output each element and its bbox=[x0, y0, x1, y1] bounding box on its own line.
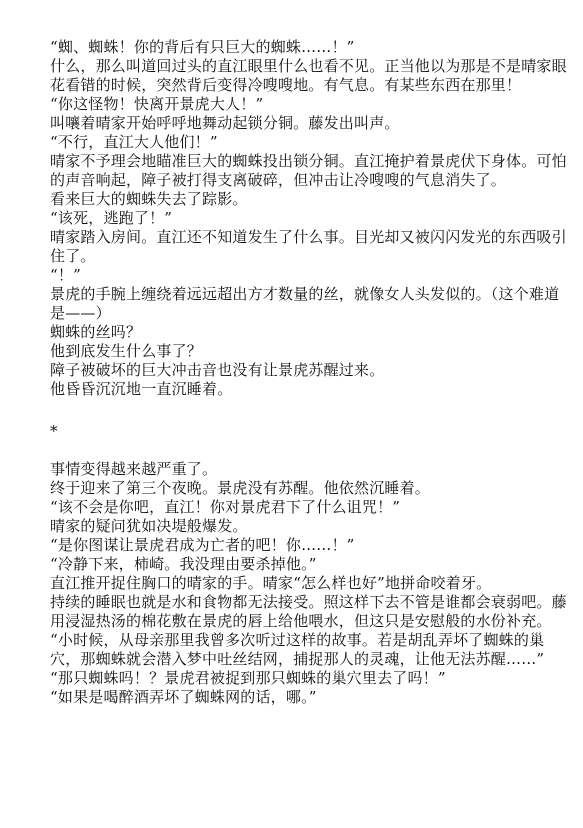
paragraph: 障子被破坏的巨大冲击音也没有让景虎苏醒过来。 bbox=[50, 361, 385, 379]
paragraph: “是你图谋让景虎君成为亡者的吧！你……！” bbox=[50, 536, 355, 554]
paragraph: “该死，逃跑了！” bbox=[50, 209, 173, 227]
paragraph: “如果是喝醉酒弄坏了蜘蛛网的话，哪。” bbox=[50, 688, 317, 706]
text-section-1 bbox=[50, 38, 574, 399]
paragraph: 晴家不予理会地瞄准巨大的蜘蛛投出锁分铜。直江掩护着景虎伏下身体。可怕的声音响起，障子被打得支离破碎，但冲击让冷嗖嗖的气息消失了。 bbox=[50, 152, 567, 189]
paragraph: “你这怪物！快离开景虎大人！” bbox=[50, 95, 264, 113]
paragraph: “该不会是你吧，直江！你对景虎君下了什么诅咒！” bbox=[50, 498, 401, 516]
blank-line bbox=[50, 399, 574, 418]
paragraph: 晴家踏入房间。直江还不知道发生了什么事。目光却又被闪闪发光的东西吸引住了。 bbox=[50, 228, 567, 265]
paragraph: 事情变得越来越严重了。 bbox=[50, 460, 218, 478]
paragraph: “！” bbox=[50, 266, 81, 284]
paragraph: 持续的睡眠也就是水和食物都无法接受。照这样下去不管是谁都会衰弱吧。藤用浸湿热汤的棉花敷在景虎的唇上给他喂水，但这只是安慰般的水份补充。 bbox=[50, 593, 567, 630]
paragraph: “冷静下来，柿崎。我没理由要杀掉他。” bbox=[50, 555, 317, 573]
paragraph: “小时候，从母亲那里我曾多次听过这样的故事。若是胡乱弄坏了蜘蛛的巢穴，那蜘蛛就会潜入梦中吐丝结网，捕捉那人的灵魂，让他无法苏醒……” bbox=[50, 631, 545, 668]
section-separator: * bbox=[50, 422, 58, 440]
paragraph: 晴家的疑问犹如决堤般爆发。 bbox=[50, 517, 248, 535]
document-page bbox=[50, 38, 574, 707]
paragraph: “蜘、蜘蛛！你的背后有只巨大的蜘蛛……！” bbox=[50, 38, 355, 56]
paragraph: “那只蜘蛛吗！？景虎君被捉到那只蜘蛛的巢穴里去了吗！” bbox=[50, 669, 446, 687]
paragraph: 直江推开捉住胸口的晴家的手。晴家“怎么样也好”地拼命咬着牙。 bbox=[50, 574, 492, 592]
blank-line bbox=[50, 441, 574, 460]
paragraph: 他昏昏沉沉地一直沉睡着。 bbox=[50, 380, 233, 398]
paragraph: 看来巨大的蜘蛛失去了踪影。 bbox=[50, 190, 248, 208]
paragraph: 他到底发生什么事了？ bbox=[50, 342, 203, 360]
paragraph: 终于迎来了第三个夜晚。景虎没有苏醒。他依然沉睡着。 bbox=[50, 479, 431, 497]
paragraph: 景虎的手腕上缠绕着远远超出方才数量的丝，就像女人头发似的。（这个难道是——） bbox=[50, 285, 560, 322]
paragraph: 叫嚷着晴家开始呼呼地舞动起锁分铜。藤发出叫声。 bbox=[50, 114, 400, 132]
paragraph: “不行，直江大人他们！” bbox=[50, 133, 218, 151]
text-section-2 bbox=[50, 460, 574, 707]
paragraph: 蜘蛛的丝吗？ bbox=[50, 323, 142, 341]
paragraph: 什么，那么叫道回过头的直江眼里什么也看不见。正当他以为那是不是晴家眼花看错的时候，突然背后变得冷嗖嗖地。有气息。有某些东西在那里！ bbox=[50, 57, 567, 94]
